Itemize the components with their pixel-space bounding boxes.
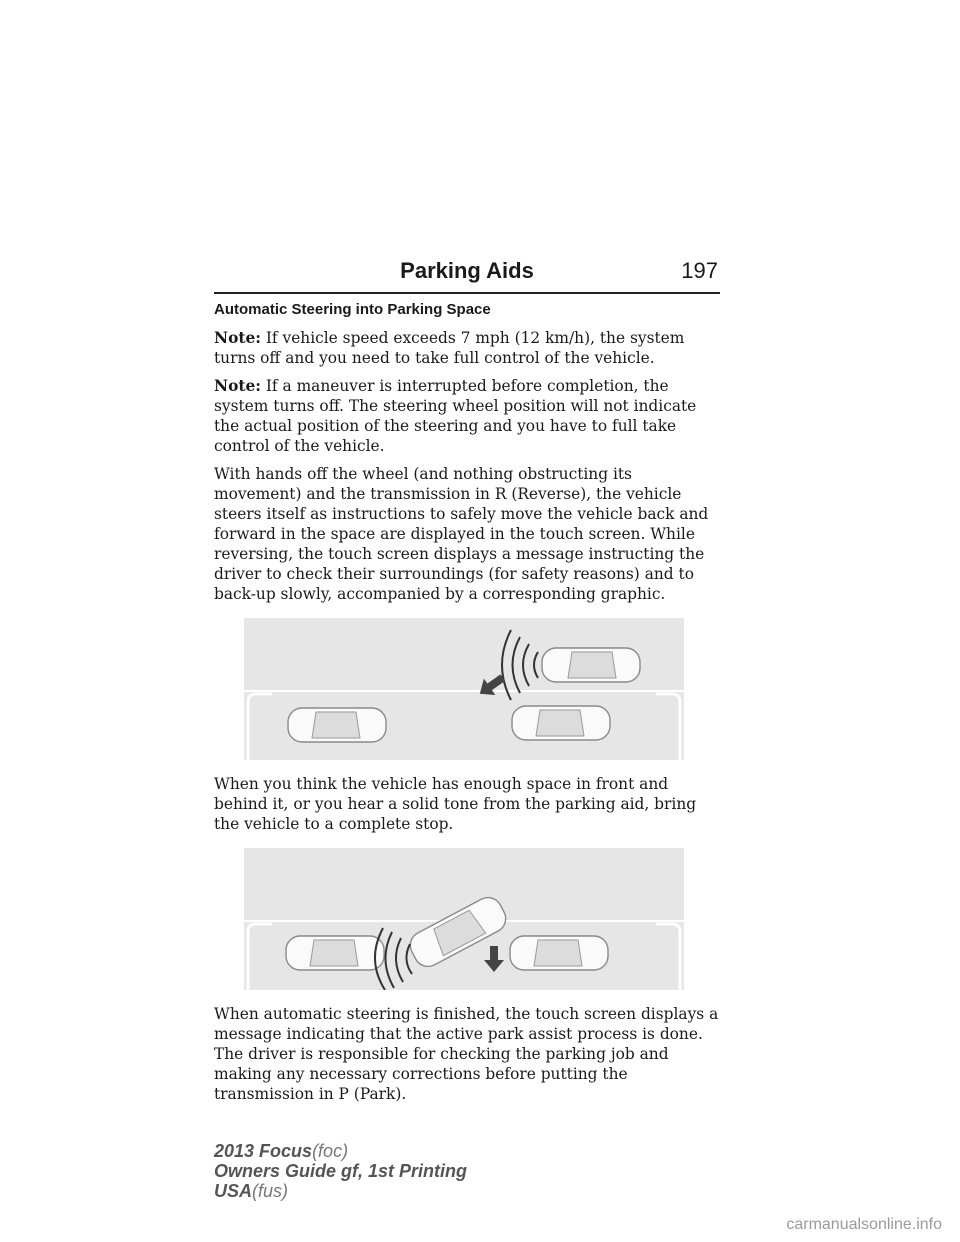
header-rule [214,292,720,294]
figure-reversing-into-space [244,618,684,760]
parked-car-left [288,708,386,742]
note-1 [214,328,720,368]
note-2-text: If a maneuver is interrupted before completion, the system turns off. The steering wheel position will not indicate the actual position of the steering and you have to full take control of the vehicle. [214,377,697,455]
note-1-text: If vehicle speed exceeds 7 mph (12 km/h), the system turns off and you need to take full control of the vehicle. [214,329,685,367]
stopping-illustration [244,848,684,990]
footer-line-3 [214,1181,467,1201]
note-2-label: Note: [214,377,261,395]
paragraph-2: When you think the vehicle has enough space in front and behind it, or you hear a solid tone from the parking aid, bring the vehicle to a complete stop. [214,775,697,833]
figure-car-in-space [244,848,684,990]
footer-market-code: (fus) [252,1181,289,1201]
parked-car-left [286,936,384,970]
footer-model: 2013 Focus [214,1141,313,1161]
section-heading: Automatic Steering into Parking Space [214,301,491,318]
page-title: Parking Aids [400,258,534,283]
paragraph-3: When automatic steering is finished, the touch screen displays a message indicating that the active park assist process is done. The driver is responsible for checking the parking job and making any necessary corrections before putting the transmission in P (Park). [214,1005,719,1103]
page-number: 197 [681,258,718,283]
watermark: carmanualsonline.info [786,1216,942,1233]
moving-car [542,648,640,682]
note-2 [214,376,720,456]
page-footer [214,1141,467,1201]
note-1-label: Note: [214,329,261,347]
footer-line-2: Owners Guide gf, 1st Printing [214,1161,468,1181]
paragraph-1: With hands off the wheel (and nothing obstructing its movement) and the transmission in R (Reverse), the vehicle steers itself as instructions to safely move the vehicle back and forward in the space are displayed in the touch screen. While reversing, the touch screen displays a message instructing the driver to check their surroundings (for safety reasons) and to back-up slowly, accompanied by a corresponding graphic. [214,465,709,603]
page-header [214,258,720,298]
footer-model-code: (foc) [312,1141,349,1161]
reversing-illustration [244,618,684,760]
footer-market: USA [214,1181,253,1201]
footer-line-1 [214,1141,467,1161]
parked-car-right [510,936,608,970]
parked-car-right [512,706,610,740]
page-content [214,300,720,1112]
